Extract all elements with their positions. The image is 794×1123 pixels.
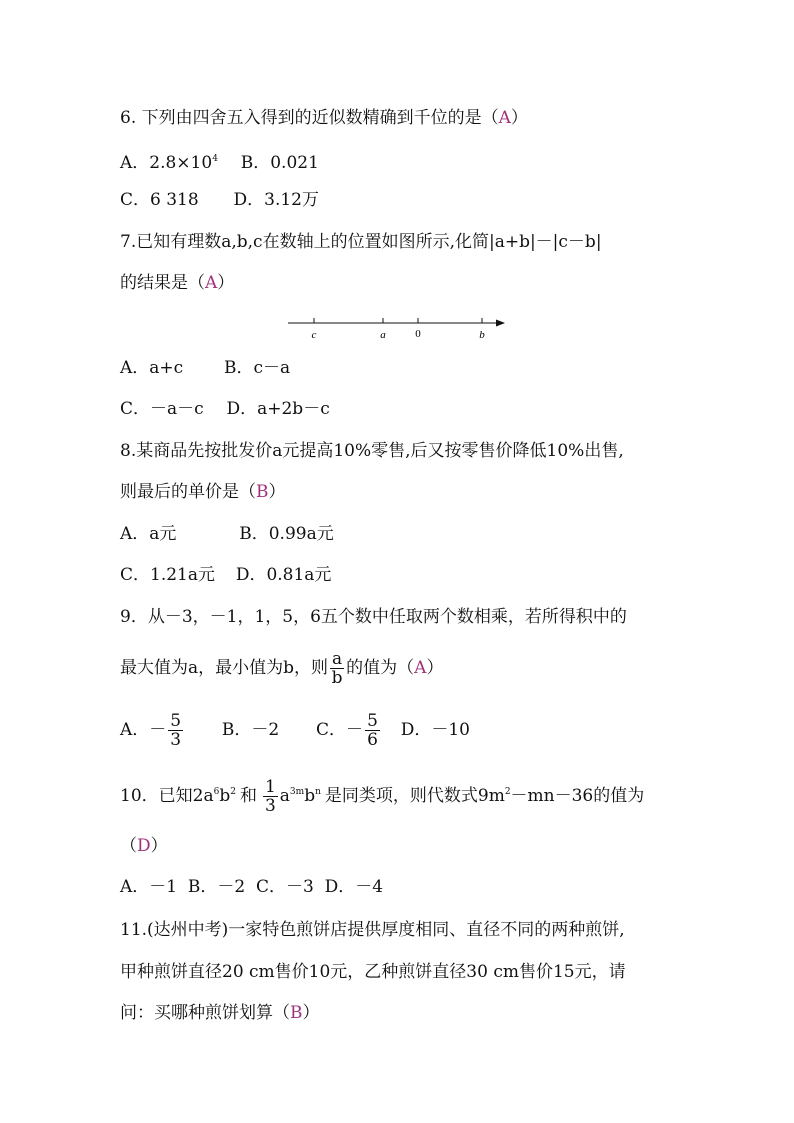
q7-option-b: B．c－a: [224, 358, 291, 378]
q9-option-b: B．－2: [221, 720, 280, 740]
q8-options-ab: [120, 524, 334, 544]
q7-option-c: C．－a－c: [120, 399, 204, 419]
q6-options-ab: [120, 149, 319, 173]
q7-options-cd: [120, 399, 330, 419]
q11-stem-line3: 问：买哪种煎饼划算（B）: [120, 1003, 320, 1023]
axis-label-a: a: [380, 329, 386, 341]
q9-stem: 9．从－3，－1，1，5，6五个数中任取两个数相乘，若所得积中的: [120, 607, 627, 627]
q10-stem: 10．已知$2a^6b^2$ 和 $\frac{1}{3}$ $a^{3m}b^n$ 是同类项，则代数式$9m^2-mn-36$的值为: [120, 777, 645, 816]
q6-option-b: B．0.021: [240, 153, 319, 173]
q10-answer: D: [137, 836, 151, 856]
q8-option-c: C．1.21a元: [120, 565, 215, 585]
q8-options-cd: [120, 565, 331, 585]
q8-stem-line2: 则最后的单价是（B）: [120, 482, 286, 502]
q7-stem-line2: 的结果是（A）: [120, 273, 235, 293]
q10-options: A．－1 B．－2 C．－3 D．－4: [120, 877, 384, 897]
q6-option-d: D．3.12万: [233, 190, 319, 210]
q7-answer: A: [205, 273, 218, 293]
q8-option-a: A．a元: [120, 524, 177, 544]
q7-option-d: D．a+2b－c: [226, 399, 330, 419]
q9-option-c: C．－ $\frac{5}{6}$: [316, 711, 378, 750]
axis-label-0: 0: [415, 328, 421, 340]
q11-stem-line2: 甲种煎饼直径20 cm售价10元，乙种煎饼直径30 cm售价15元，请: [120, 962, 626, 982]
q8-answer: B: [256, 482, 269, 502]
q8-option-d: D．0.81a元: [235, 565, 332, 585]
q7-stem: 7.已知有理数a,b,c在数轴上的位置如图所示,化简|a+b|－|c－b|: [120, 232, 602, 252]
q10-fraction-one-third: $\frac{1}{3}$: [264, 777, 276, 816]
q8-option-b: B．0.99a元: [239, 524, 334, 544]
q9-answer: A: [414, 658, 427, 678]
q6-stem: 6. 下列由四舍五入得到的近似数精确到千位的是（A）: [120, 108, 528, 128]
q9-option-d: D．－10: [400, 720, 470, 740]
q9-option-a: A．－ $\frac{5}{3}$: [120, 711, 182, 750]
q9-options: [120, 708, 470, 752]
q9-fraction-a-over-b: $\frac{a}{b}$: [331, 649, 343, 688]
q10-answer-line: （D）: [120, 836, 168, 856]
axis-label-c: c: [311, 329, 317, 341]
q6-answer: A: [498, 108, 511, 128]
q6-option-c: C．6 318: [120, 190, 199, 210]
arrow-icon: [496, 320, 505, 327]
axis-label-b: b: [479, 329, 485, 341]
q9-stem-line2: 最大值为a，最小值为b，则 $\frac{a}{b}$ 的值为（A）: [120, 649, 444, 688]
q11-answer: B: [290, 1003, 303, 1023]
q6-option-a: A．$2.8\times 10^4$: [120, 153, 218, 173]
q7-options-ab: [120, 358, 290, 378]
q7-option-a: A．a+c: [120, 358, 184, 378]
q6-options-cd: [120, 190, 319, 210]
q8-stem: 8.某商品先按批发价a元提高10%零售,后又按零售价降低10%出售,: [120, 441, 624, 461]
q11-stem-line1: 11.(达州中考)一家特色煎饼店提供厚度相同、直径不同的两种煎饼,: [120, 920, 625, 940]
